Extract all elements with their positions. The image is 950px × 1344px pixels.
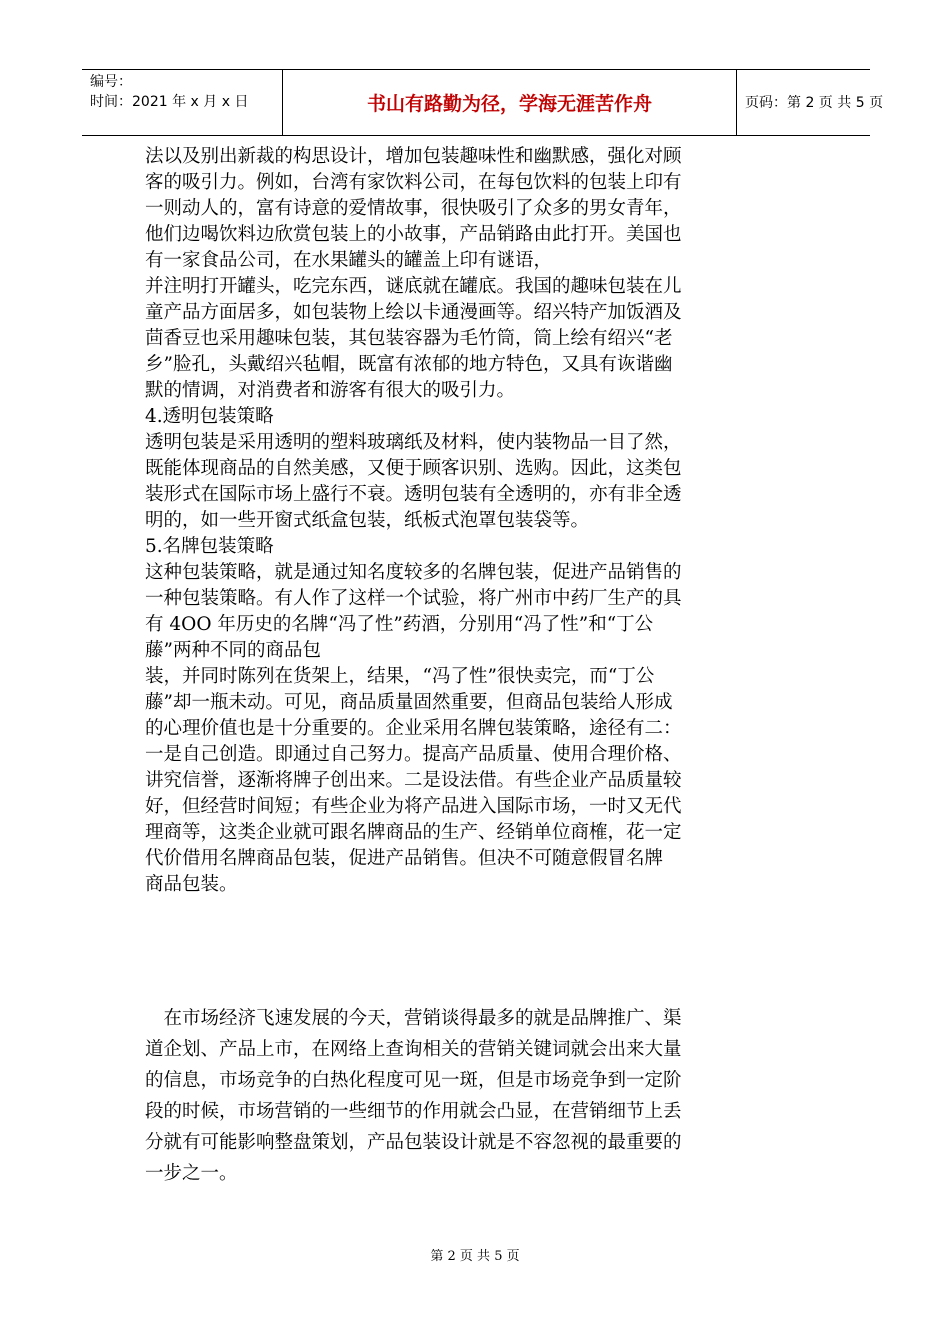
body-line: 的心理价值也是十分重要的。企业采用名牌包装策略，途径有二： xyxy=(145,718,682,739)
body-line: 乡”脸孔，头戴绍兴毡帽，既富有浓郁的地方特色，又具有诙谐幽 xyxy=(145,354,673,375)
closing-line: 道企划、产品上市，在网络上查询相关的营销关键词就会出来大量 xyxy=(145,1039,682,1060)
body-line: 并注明打开罐头，吃完东西，谜底就在罐底。我国的趣味包装在儿 xyxy=(145,276,682,297)
closing-line: 分就有可能影响整盘策划，产品包装设计就是不容忽视的最重要的 xyxy=(145,1132,682,1153)
body-line: 茴香豆也采用趣味包装，其包装容器为毛竹筒，筒上绘有绍兴“老 xyxy=(145,328,673,349)
date-label: 时间：2021 年 x 月 x 日 xyxy=(90,94,249,110)
motto: 书山有路勤为径，学海无涯苦作舟 xyxy=(366,93,652,115)
body-line: 理商等，这类企业就可跟名牌商品的生产、经销单位商榷，花一定 xyxy=(145,822,682,843)
body-line: 法以及别出新裁的构思设计，增加包装趣味性和幽默感，强化对顾 xyxy=(145,146,682,167)
page-footer: 第 2 页 共 5 页 xyxy=(430,1249,520,1264)
section-heading-brand: 5.名牌包装策略 xyxy=(145,536,274,557)
body-line: 客的吸引力。例如，台湾有家饮料公司，在每包饮料的包装上印有 xyxy=(145,172,682,193)
body-line: 既能体现商品的自然美感，又便于顾客识别、选购。因此，这类包 xyxy=(145,458,682,479)
body-line: 有 4OO 年历史的名牌“冯了性”药酒，分别用“冯了性”和“丁公 xyxy=(145,614,654,635)
body-line: 讲究信誉，逐渐将牌子创出来。二是设法借。有些企业产品质量较 xyxy=(145,770,682,791)
closing-line: 在市场经济飞速发展的今天，营销谈得最多的就是品牌推广、渠 xyxy=(145,1008,682,1029)
section-heading-transparent: 4.透明包装策略 xyxy=(145,406,274,427)
body-line: 默的情调，对消费者和游客有很大的吸引力。 xyxy=(145,380,516,401)
header-motto-cell xyxy=(283,70,737,135)
body-line: 代价借用名牌商品包装，促进产品销售。但决不可随意假冒名牌 xyxy=(145,848,664,869)
body-line: 装，并同时陈列在货架上，结果，“冯了性”很快卖完，而“丁公 xyxy=(145,666,655,687)
header-meta-cell xyxy=(82,70,283,135)
body-line: 他们边喝饮料边欣赏包装上的小故事，产品销路由此打开。美国也 xyxy=(145,224,682,245)
body-line: 藤”却一瓶未动。可见，商品质量固然重要，但商品包装给人形成 xyxy=(145,692,673,713)
body-line: 这种包装策略，就是通过知名度较多的名牌包装，促进产品销售的 xyxy=(145,562,682,583)
closing-line: 的信息，市场竞争的白热化程度可见一斑，但是市场竞争到一定阶 xyxy=(145,1070,682,1091)
body-line: 一则动人的，富有诗意的爱情故事，很快吸引了众多的男女青年， xyxy=(145,198,682,219)
code-label: 编号： xyxy=(90,74,132,90)
closing-paragraph xyxy=(145,1003,810,1189)
body-line: 一种包装策略。有人作了这样一个试验，将广州市中药厂生产的具 xyxy=(145,588,682,609)
closing-line: 段的时候，市场营销的一些细节的作用就会凸显，在营销细节上丢 xyxy=(145,1101,682,1122)
header-page-cell xyxy=(737,70,884,135)
body-line: 商品包装。 xyxy=(145,874,238,895)
body-line: 藤”两种不同的商品包 xyxy=(145,640,321,661)
closing-line: 一步之一。 xyxy=(145,1163,238,1184)
body-line: 明的，如一些开窗式纸盒包装，纸板式泡罩包装袋等。 xyxy=(145,510,590,531)
body-line: 透明包装是采用透明的塑料玻璃纸及材料，使内装物品一目了然， xyxy=(145,432,682,453)
body-line: 装形式在国际市场上盛行不衰。透明包装有全透明的，亦有非全透 xyxy=(145,484,682,505)
body-line: 一是自己创造。即通过自己努力。提高产品质量、使用合理价格、 xyxy=(145,744,682,765)
body-line: 好，但经营时间短；有些企业为将产品进入国际市场，一时又无代 xyxy=(145,796,682,817)
page-info: 页码：第 2 页 共 5 页 xyxy=(745,95,884,111)
body-line: 童产品方面居多，如包装物上绘以卡通漫画等。绍兴特产加饭酒及 xyxy=(145,302,682,323)
document-header xyxy=(82,69,884,136)
body-text xyxy=(145,144,810,898)
body-line: 有一家食品公司，在水果罐头的罐盖上印有谜语， xyxy=(145,250,553,271)
